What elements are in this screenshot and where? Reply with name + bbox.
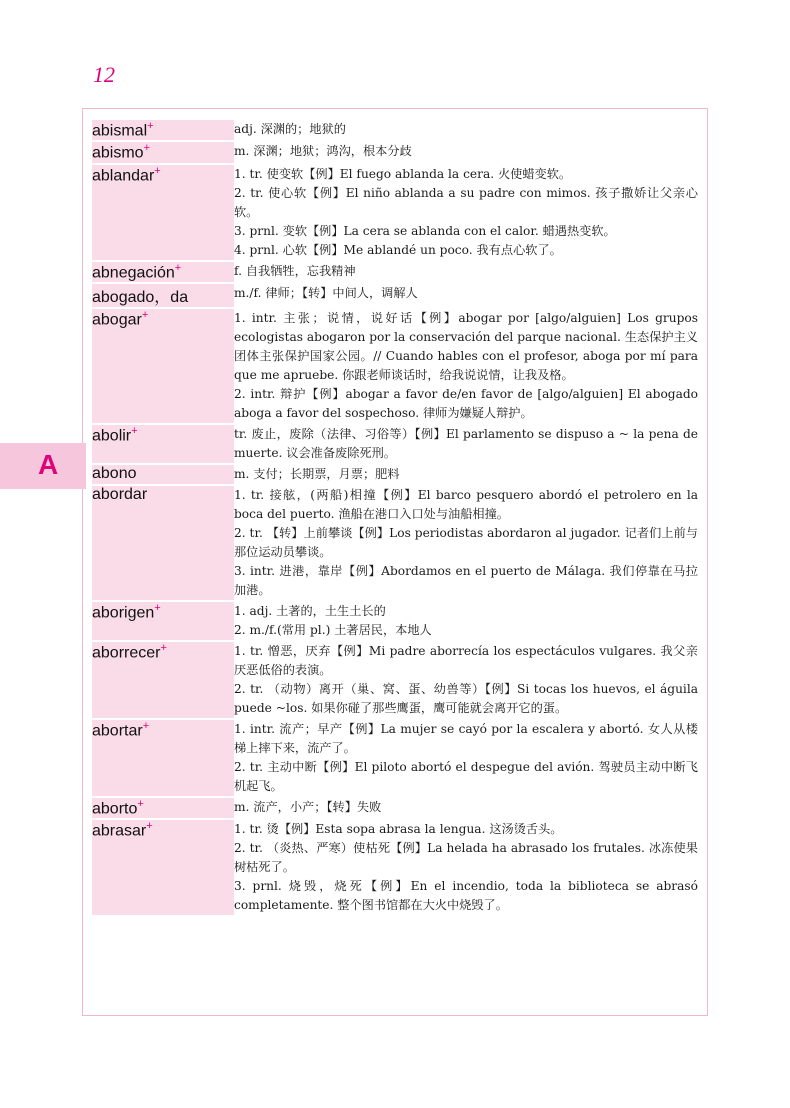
headword: aborrecer [92,644,161,662]
definition-cell [234,602,698,640]
entry-row [92,309,698,423]
definition-line: 3. prnl. 烧毁，烧死【例】En el incendio, toda la biblioteca se abrasó completamente. 整个图书馆都在大火中烧毁了。 [234,879,698,913]
definition-cell [234,165,698,260]
definition-cell [234,486,698,600]
definition-line: 1. intr. 主张；说情，说好话【例】abogar por [algo/alguien] Los grupos ecologistas abogaron por la conservación del parque nacional. 生态保护主义团体主张保护国家公园。// Cuando hables con el profesor, aboga por mí para que me apruebe. 你跟老师谈话时，给我说说情，让我及格。 [234,310,698,382]
entry-row [92,720,698,796]
headword-cell [92,720,234,796]
definition-cell [234,309,698,423]
headword: abogar [92,311,142,329]
definition-line: 2. tr. 主动中断【例】El piloto abortó el despegue del avión. 驾驶员主动中断飞机起飞。 [234,759,698,793]
key-word-marker: + [131,424,138,437]
definition-line: 1. intr. 流产；早产【例】La mujer se cayó por la escalera y abortó. 女人从楼梯上摔下来，流产了。 [234,721,698,755]
key-word-marker: + [154,601,161,614]
section-letter: A [38,449,59,480]
headword: ablandar [92,166,155,184]
definition-cell [234,120,698,140]
entry-row [92,120,698,140]
definition-cell [234,262,698,282]
entry-row [92,284,698,307]
headword-cell [92,425,234,463]
entry-row [92,486,698,600]
headword-cell [92,486,234,600]
headword-cell [92,262,234,282]
headword-cell [92,798,234,818]
headword: abrasar [92,822,147,840]
headword-cell [92,120,234,140]
key-word-marker: + [147,120,154,132]
headword: abono [92,464,137,482]
definition-line: 2. tr. （炎热、严寒）使枯死【例】La helada ha abrasado los frutales. 冰冻使果树枯死了。 [234,841,698,875]
definition-cell [234,820,698,915]
definition-line: adj. 深渊的；地狱的 [234,122,346,136]
headword: abordar [92,485,148,503]
definition-cell [234,642,698,718]
headword: abortar [92,722,143,740]
definition-cell [234,284,698,307]
entry-row [92,642,698,718]
key-word-marker: + [143,142,151,155]
page-number: 12 [93,62,115,87]
definition-line: 2. tr. （动物）离开（巢、窝、蛋、幼兽等）【例】Si tocas los huevos, el águila puede ~los. 如果你碰了那些鹰蛋，鹰可能就会离开它的蛋。 [234,681,698,715]
entry-row [92,262,698,282]
definition-line: 2. tr. 【转】上前攀谈【例】Los periodistas abordaron al jugador. 记者们上前与那位运动员攀谈。 [234,525,698,559]
entry-row [92,142,698,162]
headword-cell [92,142,234,162]
headword-cell [92,309,234,423]
headword: abnegación [92,263,175,281]
definition-line: 2. m./f.(常用 pl.) 土著居民，本地人 [234,622,432,637]
entry-row [92,425,698,463]
headword-cell [92,820,234,915]
headword: abogado，da [92,288,189,306]
headword: aborto [92,800,138,818]
definition-line: 2. intr. 辩护【例】abogar a favor de/en favor de [algo/alguien] El abogado aboga a favor del sospechoso. 律师为嫌疑人辩护。 [234,386,698,420]
definition-line: 1. tr. 烫【例】Esta sopa abrasa la lengua. 这汤烫舌头。 [234,822,563,837]
key-word-marker: + [141,308,149,321]
key-word-marker: + [137,797,144,810]
definition-line: 3. intr. 进港，靠岸【例】Abordamos en el puerto de Málaga. 我们停靠在马拉加港。 [234,563,698,597]
headword-cell [92,602,234,640]
definition-cell [234,720,698,796]
key-word-marker: + [142,719,150,732]
definition-line: m./f. 律师；【转】中间人，调解人 [234,285,418,300]
key-word-marker: + [160,641,167,654]
key-word-marker: + [174,261,182,274]
definition-line: f. 自我牺牲，忘我精神 [234,263,356,278]
headword-cell [92,165,234,260]
definition-line: m. 流产，小产；【转】失败 [234,799,382,814]
definition-line: 2. tr. 使心软【例】El niño ablanda a su padre con mimos. 孩子撒娇让父亲心软。 [234,185,698,219]
definition-line: tr. 废止，废除（法律、习俗等）【例】El parlamento se dispuso a ~ la pena de muerte. 议会准备废除死刑。 [234,426,698,460]
headword: abismo [92,144,144,162]
entry-row [92,820,698,915]
definition-line: 3. prnl. 变软【例】La cera se ablanda con el calor. 蜡遇热变软。 [234,223,616,238]
definition-line: m. 支付；长期票，月票；肥料 [234,466,400,481]
definition-line: 4. prnl. 心软【例】Me ablandé un poco. 我有点心软了。 [234,242,562,257]
headword-cell [92,642,234,718]
entry-row [92,798,698,818]
entry-row [92,465,698,484]
headword: aborigen [92,604,155,622]
definition-cell [234,142,698,162]
definition-line: 1. tr. 憎恶，厌弃【例】Mi padre aborrecía los espectáculos vulgares. 我父亲厌恶低俗的表演。 [234,643,698,677]
headword: abolir [92,427,132,445]
dictionary-entries [92,118,698,917]
headword-cell [92,284,234,307]
key-word-marker: + [154,164,161,177]
definition-cell [234,798,698,818]
definition-line: m. 深渊；地狱；鸿沟，根本分歧 [234,144,412,159]
entry-row [92,165,698,260]
definition-cell [234,425,698,463]
headword: abismal [92,122,148,140]
definition-line: 1. tr. 接舷，(两船)相撞【例】El barco pesquero abordó el petrolero en la boca del puerto. 渔船在港口入口处与油船相撞。 [234,487,698,521]
entry-row [92,602,698,640]
definition-line: 1. tr. 使变软【例】El fuego ablanda la cera. 火使蜡变软。 [234,166,572,181]
key-word-marker: + [146,820,153,833]
headword-cell [92,465,234,484]
definition-line: 1. adj. 土著的，土生土长的 [234,603,386,618]
definition-cell [234,465,698,484]
